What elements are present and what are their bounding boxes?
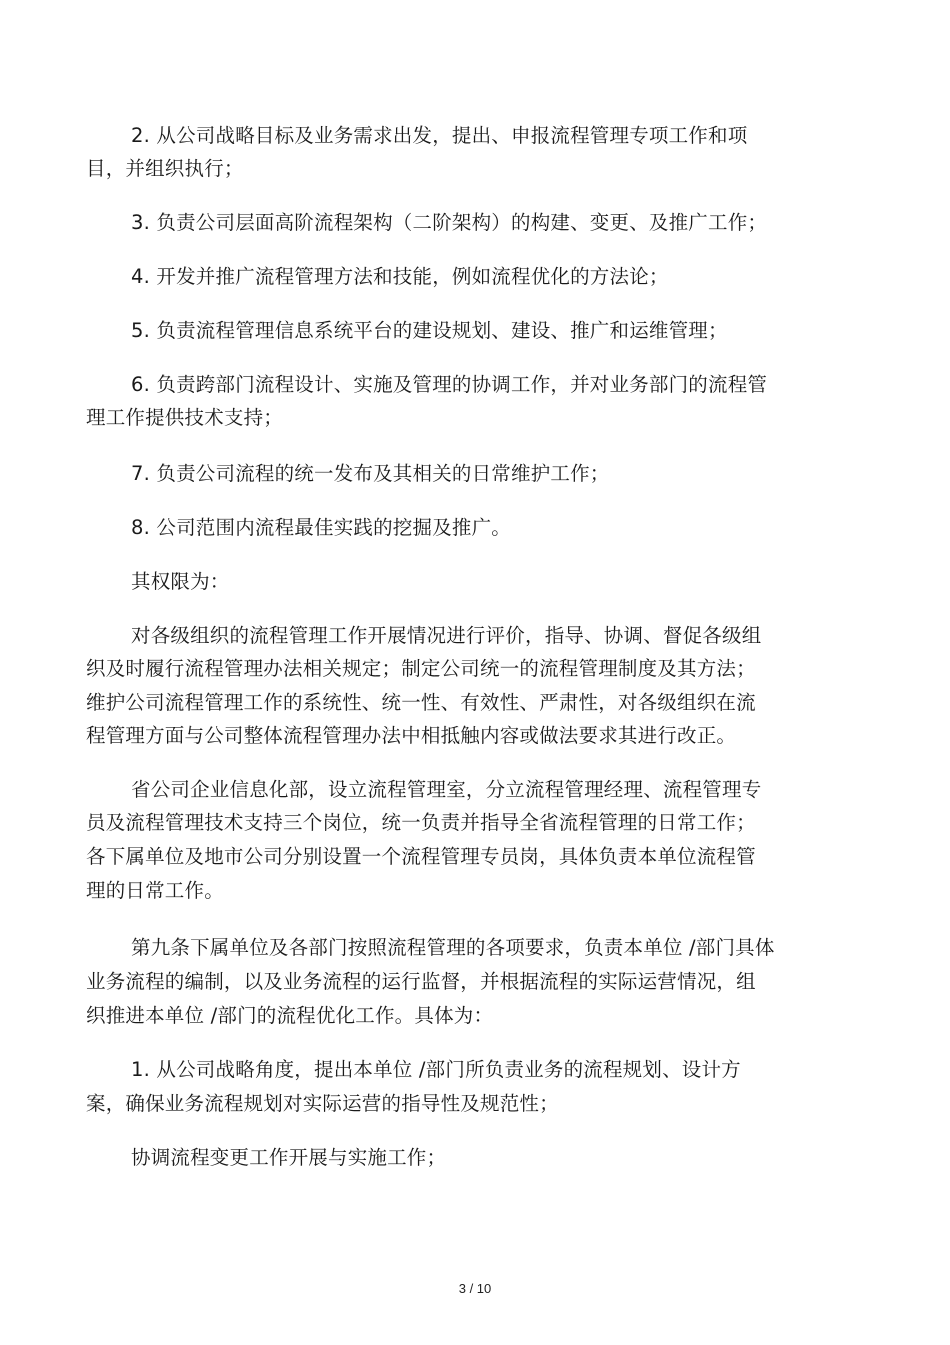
text-line: 理工作提供技术支持； [86,406,284,429]
text-line: 织及时履行流程管理办法相关规定；制定公司统一的流程管理制度及其方法； [86,657,756,680]
text-line: 1. 从公司战略角度，提出本单位 /部门所负责业务的流程规划、设计方 [131,1058,741,1081]
text-line: 5. 负责流程管理信息系统平台的建设规划、建设、推广和运维管理； [131,319,728,342]
text-line: 省公司企业信息化部，设立流程管理室，分立流程管理经理、流程管理专 [131,778,762,801]
text-line: 案，确保业务流程规划对实际运营的指导性及规范性； [86,1092,559,1115]
text-line: 织推进本单位 /部门的流程优化工作。具体为： [86,1004,494,1027]
text-line: 业务流程的编制，以及业务流程的运行监督，并根据流程的实际运营情况，组 [86,970,756,993]
text-line: 目，并组织执行； [86,157,244,180]
text-line: 第九条下属单位及各部门按照流程管理的各项要求，负责本单位 /部门具体 [131,936,775,959]
text-line: 员及流程管理技术支持三个岗位，统一负责并指导全省流程管理的日常工作； [86,811,756,834]
page-number: 3 / 10 [458,1281,492,1296]
text-line: 其权限为： [131,570,230,593]
text-line: 各下属单位及地市公司分别设置一个流程管理专员岗，具体负责本单位流程管 [86,845,756,868]
text-line: 维护公司流程管理工作的系统性、统一性、有效性、严肃性，对各级组织在流 [86,691,756,714]
text-line: 2. 从公司战略目标及业务需求出发，提出、申报流程管理专项工作和项 [131,124,748,147]
text-line: 8. 公司范围内流程最佳实践的挖掘及推广。 [131,516,512,539]
text-line: 程管理方面与公司整体流程管理办法中相抵触内容或做法要求其进行改正。 [86,724,737,747]
text-line: 协调流程变更工作开展与实施工作； [131,1146,447,1169]
text-line: 3. 负责公司层面高阶流程架构（二阶架构）的构建、变更、及推广工作； [131,211,768,234]
text-line: 4. 开发并推广流程管理方法和技能，例如流程优化的方法论； [131,265,669,288]
text-line: 理的日常工作。 [86,879,224,902]
text-line: 7. 负责公司流程的统一发布及其相关的日常维护工作； [131,462,610,485]
text-line: 对各级组织的流程管理工作开展情况进行评价，指导、协调、督促各级组 [131,624,762,647]
text-line: 6. 负责跨部门流程设计、实施及管理的协调工作，并对业务部门的流程管 [131,373,768,396]
